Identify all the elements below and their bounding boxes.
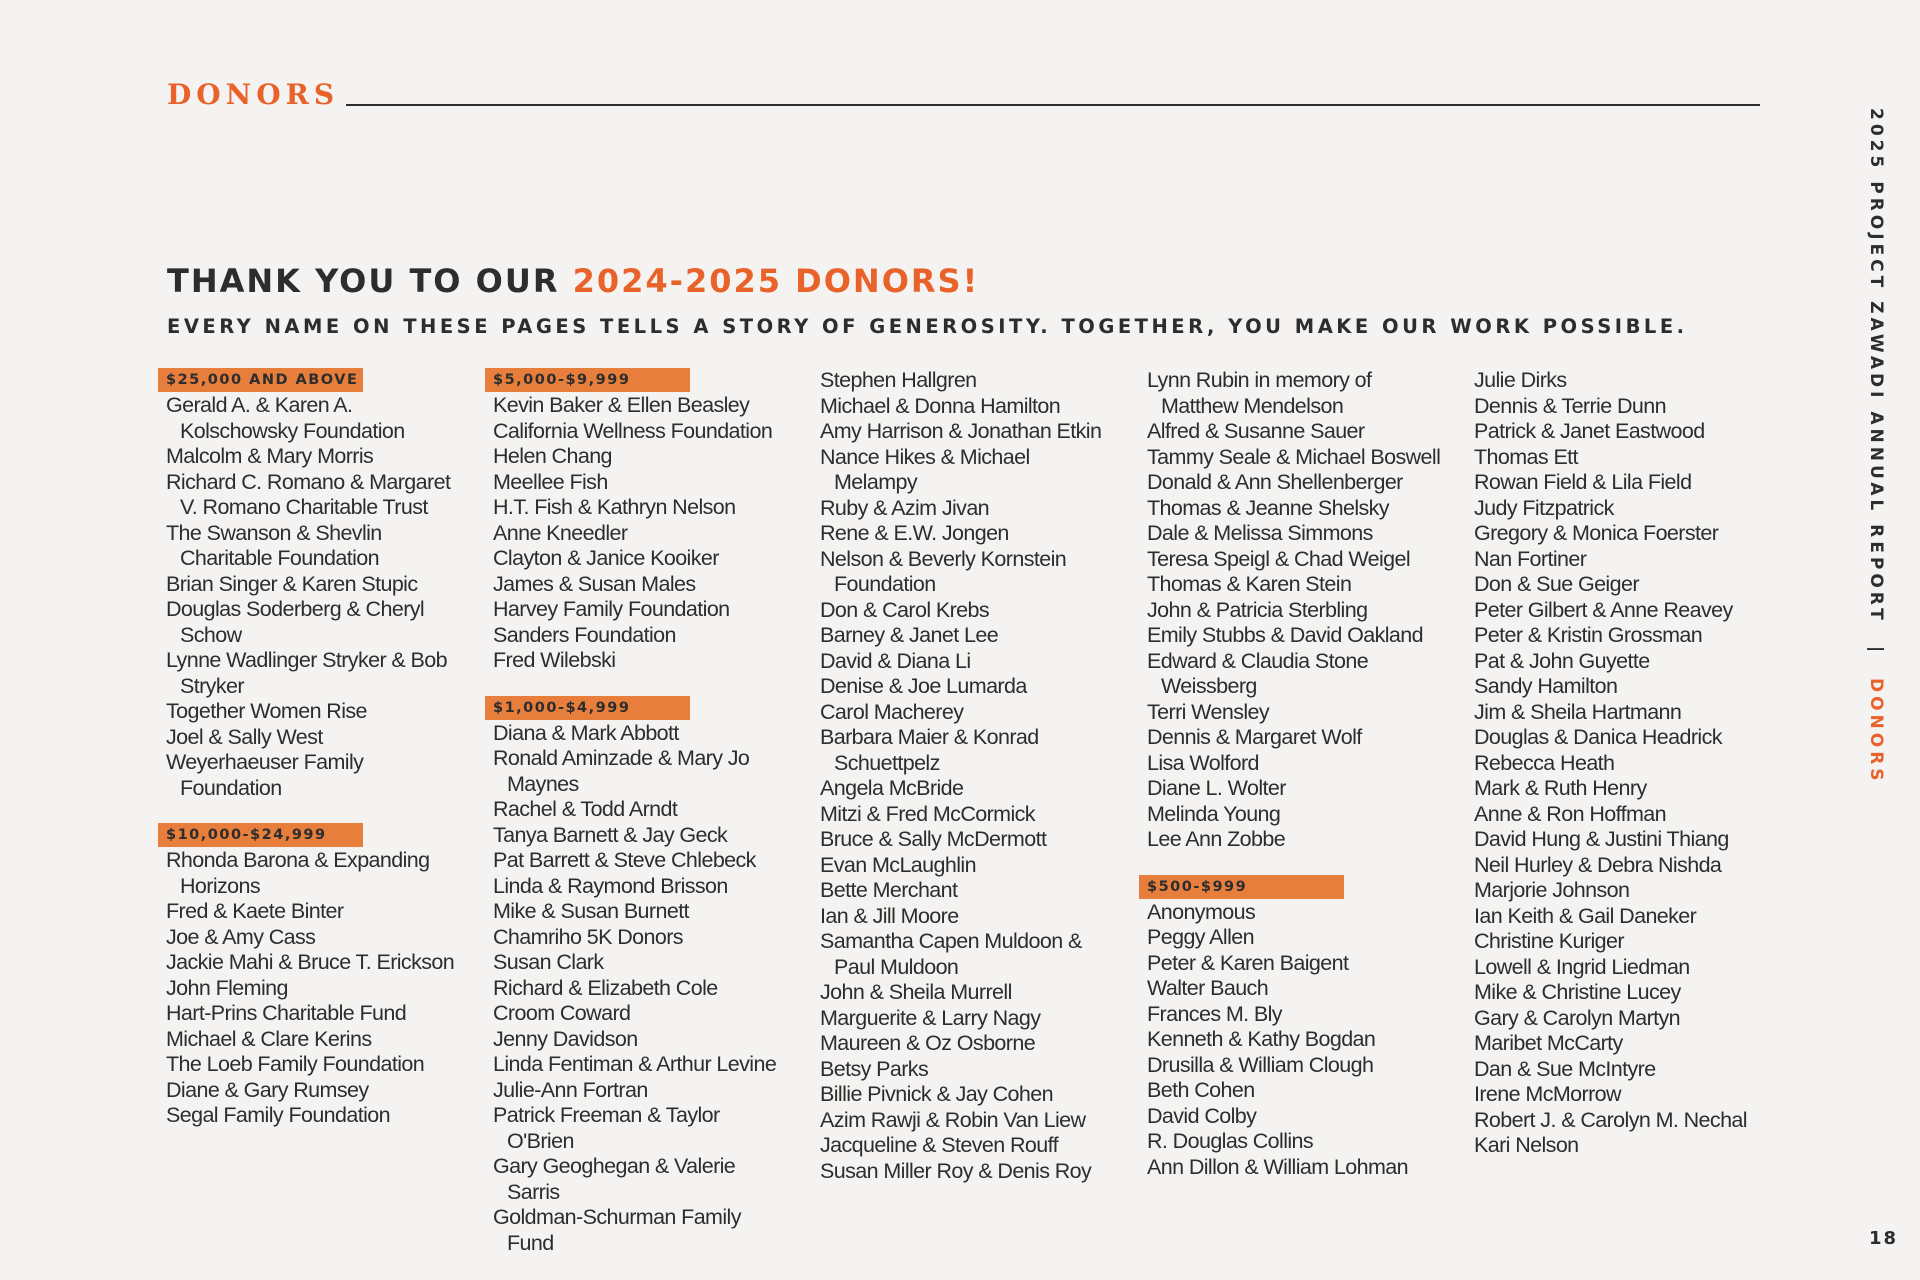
donor-name: Tammy Seale & Michael Boswell xyxy=(1147,444,1441,469)
donor-name: Robert J. & Carolyn M. Nechal xyxy=(1474,1107,1747,1132)
donor-name: Joel & Sally West xyxy=(166,724,323,749)
donor-name: Alfred & Susanne Sauer xyxy=(1147,419,1365,443)
donor-name: Dale & Melissa Simmons xyxy=(1147,521,1373,545)
donor-name: Gary Geoghegan & Valerie Sarris xyxy=(493,1154,736,1204)
donor-name: Gregory & Monica Foerster xyxy=(1474,521,1719,545)
donor-column-2 xyxy=(485,368,790,1256)
donor-name: Weyerhaeuser Family Foundation xyxy=(166,750,364,800)
donor-name: Thomas Ett xyxy=(1474,444,1578,469)
donor-name: Peter & Karen Baigent xyxy=(1147,950,1349,975)
donor-name: Maureen & Oz Osborne xyxy=(820,1031,1036,1055)
donor-name: Christine Kuriger xyxy=(1474,929,1624,953)
donor-name: Melinda Young xyxy=(1147,801,1281,826)
donor-name: Julie-Ann Fortran xyxy=(493,1077,648,1102)
donor-name: David Hung & Justini Thiang xyxy=(1474,827,1729,851)
donor-name: Kari Nelson xyxy=(1474,1133,1579,1157)
tier-badge-5000: $5,000-$9,999 xyxy=(485,368,690,392)
donor-name: R. Douglas Collins xyxy=(1147,1129,1314,1153)
donor-name: Bruce & Sally McDermott xyxy=(820,827,1047,851)
donor-name: Evan McLaughlin xyxy=(820,852,976,877)
donor-name: Edward & Claudia Stone Weissberg xyxy=(1147,648,1369,698)
donor-name: Peter & Kristin Grossman xyxy=(1474,623,1703,647)
donor-name: Teresa Speigl & Chad Weigel xyxy=(1147,546,1411,571)
donor-name: Fred Wilebski xyxy=(493,648,616,672)
donor-name: Nan Fortiner xyxy=(1474,546,1587,571)
side-separator: | xyxy=(1866,645,1886,656)
donor-name: Brian Singer & Karen Stupic xyxy=(166,571,418,596)
donor-name: Richard & Elizabeth Cole xyxy=(493,975,718,1000)
donor-name: Goldman-Schurman Family Fund xyxy=(493,1205,741,1255)
report-side-label xyxy=(1866,108,1886,785)
donor-column-1 xyxy=(158,368,463,1129)
donor-name: Frances M. Bly xyxy=(1147,1001,1282,1026)
donor-name: Kenneth & Kathy Bogdan xyxy=(1147,1027,1376,1051)
donor-name: Barney & Janet Lee xyxy=(820,623,999,647)
page-subheadline: EVERY NAME ON THESE PAGES TELLS A STORY OF GENEROSITY. TOGETHER, YOU MAKE OUR WORK POSSIBLE. xyxy=(167,315,1688,338)
donor-name: Peggy Allen xyxy=(1147,925,1254,949)
page-number: 18 xyxy=(1868,1228,1898,1249)
donor-name: Croom Coward xyxy=(493,1001,631,1025)
donor-name: Beth Cohen xyxy=(1147,1078,1255,1102)
donor-name: Mitzi & Fred McCormick xyxy=(820,801,1035,826)
donor-name: Lynne Wadlinger Stryker & Bob Stryker xyxy=(166,648,447,698)
donor-name: Lisa Wolford xyxy=(1147,750,1259,775)
donor-name: Marjorie Johnson xyxy=(1474,878,1630,902)
donor-name: Segal Family Foundation xyxy=(166,1103,391,1127)
donor-name: Jim & Sheila Hartmann xyxy=(1474,699,1682,724)
donor-name: Tanya Barnett & Jay Geck xyxy=(493,822,728,847)
donor-name: Neil Hurley & Debra Nishda xyxy=(1474,852,1722,877)
donor-name: Rowan Field & Lila Field xyxy=(1474,470,1692,494)
donor-name: Ronald Aminzade & Mary Jo Maynes xyxy=(493,746,750,796)
donor-name: Susan Miller Roy & Denis Roy xyxy=(820,1158,1092,1183)
section-label: DONORS xyxy=(167,78,340,111)
tier-badge-25000: $25,000 AND ABOVE xyxy=(158,368,363,392)
headline-accent: 2024-2025 DONORS! xyxy=(572,262,980,300)
donor-name: Julie Dirks xyxy=(1474,368,1567,392)
donor-name: Pat & John Guyette xyxy=(1474,648,1650,673)
donor-name: Joe & Amy Cass xyxy=(166,924,316,949)
donor-list-25000 xyxy=(158,393,463,801)
donor-name: Diana & Mark Abbott xyxy=(493,720,679,745)
donor-name: Ian & Jill Moore xyxy=(820,903,959,928)
donor-name: Don & Carol Krebs xyxy=(820,597,990,622)
donor-name: Azim Rawji & Robin Van Liew xyxy=(820,1107,1086,1132)
side-section: DONORS xyxy=(1866,677,1886,785)
donor-list-1000-cont xyxy=(812,368,1117,1184)
donor-name: Richard C. Romano & Margaret V. Romano Charitable Trust xyxy=(166,469,451,519)
donor-name: Irene McMorrow xyxy=(1474,1082,1621,1106)
donor-name: H.T. Fish & Kathryn Nelson xyxy=(493,495,736,519)
donor-list-10000 xyxy=(158,848,463,1129)
donor-name: Gary & Carolyn Martyn xyxy=(1474,1005,1681,1030)
donor-list-500-cont xyxy=(1466,368,1771,1159)
donor-name: Sanders Foundation xyxy=(493,622,676,647)
donor-list-5000 xyxy=(485,393,790,674)
donor-name: Maribet McCarty xyxy=(1474,1031,1623,1055)
tier-badge-500: $500-$999 xyxy=(1139,875,1344,899)
donor-name: Emily Stubbs & David Oakland xyxy=(1147,623,1423,647)
donor-name: Dennis & Margaret Wolf xyxy=(1147,725,1362,749)
donor-list-500 xyxy=(1139,900,1444,1181)
donor-name: Pat Barrett & Steve Chlebeck xyxy=(493,848,756,872)
donor-name: Denise & Joe Lumarda xyxy=(820,674,1027,698)
donor-name: Billie Pivnick & Jay Cohen xyxy=(820,1082,1053,1106)
donor-name: Samantha Capen Muldoon & Paul Muldoon xyxy=(820,929,1082,979)
donor-name: Kevin Baker & Ellen Beasley xyxy=(493,393,750,417)
donor-name: James & Susan Males xyxy=(493,571,696,596)
donor-name: Anonymous xyxy=(1147,899,1256,924)
donor-name: Patrick & Janet Eastwood xyxy=(1474,419,1705,443)
donor-name: Mike & Susan Burnett xyxy=(493,899,689,923)
donor-name: Patrick Freeman & Taylor O'Brien xyxy=(493,1103,720,1153)
donor-name: Linda & Raymond Brisson xyxy=(493,873,728,898)
donor-name: Meellee Fish xyxy=(493,469,608,494)
donor-name: David Colby xyxy=(1147,1103,1257,1128)
donor-name: Lowell & Ingrid Liedman xyxy=(1474,954,1690,979)
donor-name: Bette Merchant xyxy=(820,878,958,902)
donor-name: Together Women Rise xyxy=(166,699,367,723)
donor-name: Carol Macherey xyxy=(820,699,964,724)
donor-name: Michael & Donna Hamilton xyxy=(820,393,1061,418)
donor-list-1000-cont-2 xyxy=(1139,368,1444,853)
donor-name: John Fleming xyxy=(166,975,288,1000)
donor-name: Thomas & Jeanne Shelsky xyxy=(1147,495,1389,520)
donor-name: Harvey Family Foundation xyxy=(493,597,730,621)
donor-name: Anne Kneedler xyxy=(493,520,628,545)
donor-name: Jacqueline & Steven Rouff xyxy=(820,1133,1058,1157)
donor-name: Betsy Parks xyxy=(820,1056,929,1081)
donor-name: The Loeb Family Foundation xyxy=(166,1052,425,1076)
donor-name: Rhonda Barona & Expanding Horizons xyxy=(166,848,430,898)
donor-name: Donald & Ann Shellenberger xyxy=(1147,470,1403,494)
donor-name: Malcolm & Mary Morris xyxy=(166,444,374,468)
donor-name: Jackie Mahi & Bruce T. Erickson xyxy=(166,950,455,974)
donor-name: Dan & Sue McIntyre xyxy=(1474,1056,1656,1081)
headline-prefix: THANK YOU TO OUR xyxy=(167,262,560,300)
tier-badge-10000: $10,000-$24,999 xyxy=(158,823,363,847)
donor-name: Mike & Christine Lucey xyxy=(1474,980,1681,1004)
donor-name: John & Patricia Sterbling xyxy=(1147,597,1368,622)
donor-name: Angela McBride xyxy=(820,776,964,800)
donor-name: California Wellness Foundation xyxy=(493,418,773,443)
donor-name: Diane L. Wolter xyxy=(1147,776,1286,800)
donor-name: Marguerite & Larry Nagy xyxy=(820,1005,1041,1030)
donor-name: Lee Ann Zobbe xyxy=(1147,827,1286,851)
donor-name: Clayton & Janice Kooiker xyxy=(493,546,719,570)
donor-name: Chamriho 5K Donors xyxy=(493,924,683,949)
tier-badge-1000: $1,000-$4,999 xyxy=(485,696,690,720)
donor-name: Linda Fentiman & Arthur Levine xyxy=(493,1052,777,1076)
donor-column-4 xyxy=(1139,368,1444,1180)
donor-name: Rachel & Todd Arndt xyxy=(493,797,678,821)
donor-name: Peter Gilbert & Anne Reavey xyxy=(1474,597,1733,622)
donor-name: Terri Wensley xyxy=(1147,699,1270,724)
donor-name: Gerald A. & Karen A. Kolschowsky Foundation xyxy=(166,393,405,443)
donor-column-5 xyxy=(1466,368,1771,1159)
donor-name: Douglas Soderberg & Cheryl Schow xyxy=(166,597,425,647)
donor-name: Stephen Hallgren xyxy=(820,368,977,392)
donor-name: Ian Keith & Gail Daneker xyxy=(1474,903,1697,928)
donor-name: Ann Dillon & William Lohman xyxy=(1147,1154,1409,1179)
donor-name: Rene & E.W. Jongen xyxy=(820,521,1009,545)
donor-column-3 xyxy=(812,368,1117,1184)
donor-name: Susan Clark xyxy=(493,950,604,974)
donor-name: Hart-Prins Charitable Fund xyxy=(166,1001,407,1025)
donor-name: Walter Bauch xyxy=(1147,976,1269,1000)
donor-name: Judy Fitzpatrick xyxy=(1474,495,1614,520)
donor-name: The Swanson & Shevlin Charitable Foundation xyxy=(166,520,382,570)
section-divider xyxy=(346,104,1760,106)
page-headline xyxy=(167,262,979,300)
donor-name: Mark & Ruth Henry xyxy=(1474,776,1647,800)
donor-name: Amy Harrison & Jonathan Etkin xyxy=(820,419,1102,443)
donor-name: Nelson & Beverly Kornstein Foundation xyxy=(820,546,1067,596)
donor-name: Diane & Gary Rumsey xyxy=(166,1077,369,1102)
donor-name: Lynn Rubin in memory of Matthew Mendelson xyxy=(1147,368,1372,418)
donor-list-1000 xyxy=(485,721,790,1257)
donor-name: Anne & Ron Hoffman xyxy=(1474,801,1666,826)
donor-name: Rebecca Heath xyxy=(1474,750,1615,775)
donor-name: John & Sheila Murrell xyxy=(820,980,1012,1004)
donor-name: Ruby & Azim Jivan xyxy=(820,495,990,520)
donor-name: Dennis & Terrie Dunn xyxy=(1474,393,1666,418)
report-title: 2025 PROJECT ZAWADI ANNUAL REPORT xyxy=(1866,108,1886,624)
donor-name: Helen Chang xyxy=(493,444,612,468)
donor-name: Jenny Davidson xyxy=(493,1026,638,1051)
donor-name: Don & Sue Geiger xyxy=(1474,572,1639,596)
donor-name: Nance Hikes & Michael Melampy xyxy=(820,444,1030,494)
donor-name: Thomas & Karen Stein xyxy=(1147,572,1352,596)
donor-name: Michael & Clare Kerins xyxy=(166,1026,372,1051)
donor-name: Drusilla & William Clough xyxy=(1147,1052,1374,1077)
donor-name: Douglas & Danica Headrick xyxy=(1474,725,1722,749)
donor-name: Fred & Kaete Binter xyxy=(166,899,344,923)
donor-name: Sandy Hamilton xyxy=(1474,674,1618,698)
donor-name: David & Diana Li xyxy=(820,648,971,673)
donor-name: Barbara Maier & Konrad Schuettpelz xyxy=(820,725,1039,775)
